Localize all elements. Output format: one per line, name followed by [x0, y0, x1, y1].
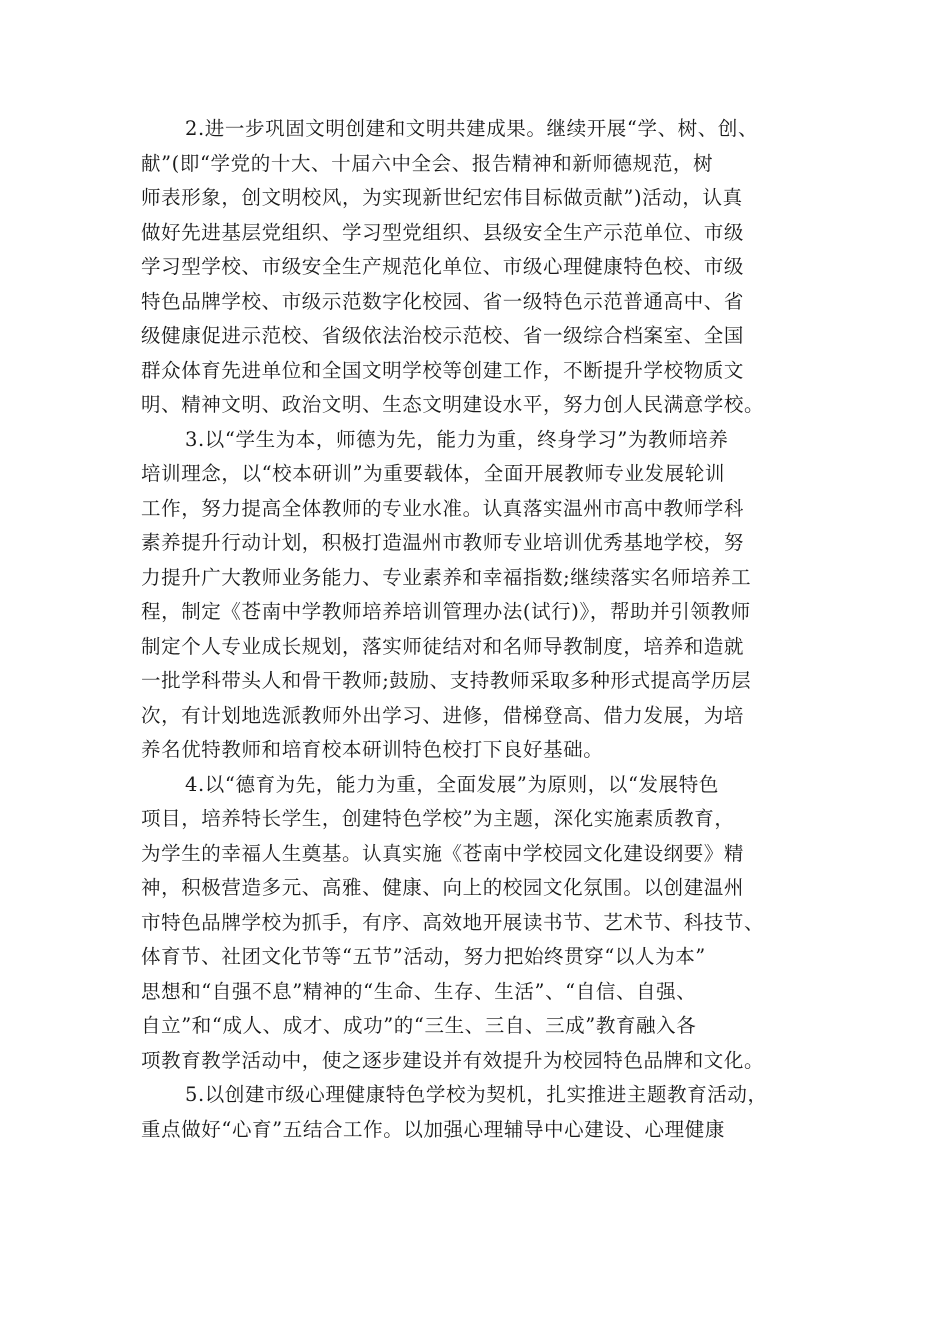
text-line: 力提升广大教师业务能力、专业素养和幸福指数;继续落实名师培养工: [141, 565, 752, 589]
text-line: 特色品牌学校、市级示范数字化校园、省一级特色示范普通高中、省: [141, 289, 745, 313]
text-line: 5.以创建市级心理健康特色学校为契机，扎实推进主题教育活动，: [185, 1083, 768, 1106]
text-line: 为学生的幸福人生奠基。认真实施《苍南中学校园文化建设纲要》精: [141, 841, 745, 865]
text-line: 4.以“德育为先，能力为重，全面发展”为原则，以“发展特色: [185, 772, 719, 796]
text-line: 思想和“自强不息”精神的“生命、生存、生活”、“自信、自强、: [141, 979, 697, 1003]
text-line: 学习型学校、市级安全生产规范化单位、市级心理健康特色校、市级: [141, 255, 745, 278]
text-line: 群众体育先进单位和全国文明学校等创建工作，不断提升学校物质文: [141, 358, 745, 382]
text-line: 3.以“学生为本，师德为先，能力为重，终身学习”为教师培养: [185, 427, 729, 451]
text-line: 市特色品牌学校为抓手，有序、高效地开展读书节、艺术节、科技节、: [141, 910, 765, 934]
text-line: 级健康促进示范校、省级依法治校示范校、省一级综合档案室、全国: [141, 324, 745, 347]
text-line: 献”(即“学党的十大、十届六中全会、报告精神和新师德规范，树: [141, 151, 714, 175]
text-line: 体育节、社团文化节等“五节”活动，努力把始终贯穿“以人为本”: [141, 945, 706, 968]
paragraph-5: [141, 1078, 831, 1147]
text-line: 自立”和“成人、成才、成功”的“三生、三自、三成”教育融入各: [141, 1014, 697, 1037]
text-line: 项教育教学活动中，使之逐步建设并有效提升为校园特色品牌和文化。: [141, 1048, 765, 1072]
paragraph-3: [141, 423, 831, 768]
text-line: 2.进一步巩固文明创建和文明共建成果。继续开展“学、树、创、: [185, 117, 759, 140]
text-line: 重点做好“心育”五结合工作。以加强心理辅导中心建设、心理健康: [141, 1117, 725, 1141]
text-line: 神，积极营造多元、高雅、健康、向上的校园文化氛围。以创建温州: [141, 876, 745, 899]
text-line: 做好先进基层党组织、学习型党组织、县级安全生产示范单位、市级: [141, 220, 745, 244]
text-line: 素养提升行动计划，积极打造温州市教师专业培训优秀基地学校，努: [141, 531, 745, 554]
text-line: 一批学科带头人和骨干教师;鼓励、支持教师采取多种形式提高学历层: [141, 669, 752, 692]
text-line: 师表形象，创文明校风，为实现新世纪宏伟目标做贡献”)活动，认真: [141, 186, 743, 209]
text-line: 程，制定《苍南中学教师培养培训管理办法(试行)》，帮助并引领教师: [141, 600, 751, 623]
paragraph-2: [141, 112, 831, 423]
paragraph-4: [141, 768, 831, 1079]
text-line: 制定个人专业成长规划，落实师徒结对和名师导教制度，培养和造就: [141, 634, 745, 658]
text-line: 次，有计划地选派教师外出学习、进修，借梯登高、借力发展，为培: [141, 703, 745, 727]
text-line: 养名优特教师和培育校本研训特色校打下良好基础。: [141, 738, 604, 761]
text-line: 项目，培养特长学生，创建特色学校”为主题，深化实施素质教育，: [141, 807, 735, 830]
text-line: 明、精神文明、政治文明、生态文明建设水平，努力创人民满意学校。: [141, 393, 765, 416]
text-line: 工作，努力提高全体教师的专业水准。认真落实温州市高中教师学科: [141, 496, 745, 520]
document-body: [141, 112, 831, 1147]
text-line: 培训理念，以“校本研训”为重要载体，全面开展教师专业发展轮训: [141, 462, 725, 485]
